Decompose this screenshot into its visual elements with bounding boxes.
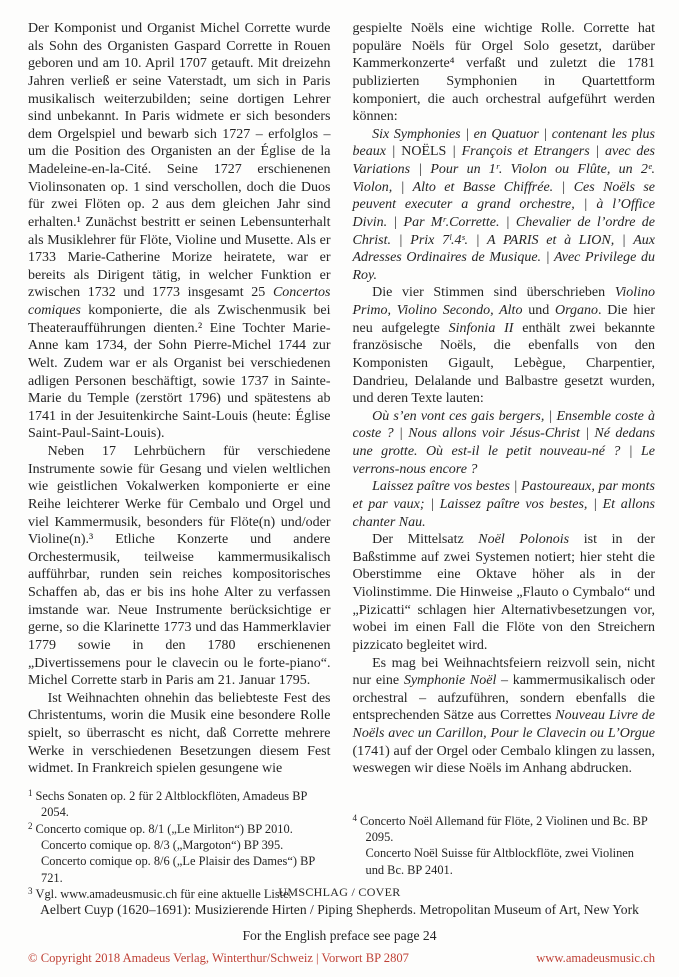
footnote: [353, 813, 656, 879]
left-column-paragraphs: [28, 20, 331, 778]
cover-label: UMSCHLAG / COVER: [278, 885, 401, 899]
paragraph: Der Komponist und Organist Michel Corrette wurde als Sohn des Organisten Gaspard Corrette in Rouen geboren und am 10. April 1707 getauft. Mit dreizehn Jahren verließ er seine Vaterstadt, um sich in Paris musikalisch weiterzubilden; seine dortigen Lehrer sind unbekannt. In Paris widmete er sich besonders dem Orgelspiel und bewarb sich 1727 – erfolglos – um die Position des Organisten an der Église de la Madeleine-en-la-Cité. Seine 1727 erschienenen Violinsonaten op. 1 sind verschollen, doch die Duos für zwei Flöten op. 2 aus dem gleichen Jahr sind erhalten.¹ Zunächst bestritt er seinen Lebensunterhalt als Musiklehrer für Flöte, Violine und Musette. Als er 1733 Marie-Catherine Morize heiratete, war er bereits als Dirigent tätig, in welcher Funktion er zwischen 1732 und 1773 insgesamt 25 Concertos comiques komponierte, die als Zwischenmusik bei Theateraufführungen dienten.² Eine Tochter Marie-Anne kam 1734, der Sohn Pierre-Michel 1744 zur Welt. Zudem war er als Organist bei verschiedenen adligen Personen beschäftigt, sowie 1737 in Sainte-Marie du Temple (zerstört 1796) und spätestens ab 1741 in der Jesuitenkirche Saint-Louis (heute: Église Saint-Paul-Saint-Louis).: [28, 21, 331, 442]
paragraph: Ist Weihnachten ohnehin das beliebteste Fest des Christentums, worin die Musik eine besondere Rolle spielt, so überrascht es nicht, daß Corrette mehrere Werke in verschiedenen Besetzungen diesem Fest widmet. In Frankreich spielen gesungene wie: [28, 690, 331, 777]
left-column: [28, 20, 331, 902]
right-column-paragraphs: [353, 20, 656, 778]
paragraph: Où s’en vont ces gais bergers, | Ensemble coste à coste ? | Nous allons voir Jésus-Christ | Né dedans une grotte. Où est-il le petit nouveau-né ? | Le verrons-nous encore ?: [352, 408, 655, 477]
footnote-line: $^3$ Vgl. www.amadeusmusic.ch für eine aktuelle Liste.: [28, 886, 292, 902]
footnote-line: Concerto comique op. 8/3 („Margoton“) BP 395.: [41, 838, 284, 852]
footnote-number: 2: [28, 820, 33, 831]
footnote: [28, 788, 331, 821]
page-footer: [0, 881, 679, 977]
footnote: [28, 821, 331, 887]
right-footnotes: [353, 803, 656, 879]
footnote-line: $^2$ Concerto comique op. 8/1 („Le Mirliton“) BP 2010.: [28, 820, 293, 836]
english-preface-note: For the English preface see page 24: [242, 928, 437, 943]
paragraph: gespielte Noëls eine wichtige Rolle. Corrette hat populäre Noëls für Orgel Solo gesetzt, darüber Kammerkonzerte⁴ verfaßt und zuletzt die 1781 publizierten Symphonien in Quartettform komponiert, die auch orchestral aufgeführt werden können:: [352, 21, 655, 125]
footnote-line: Concerto Noël Suisse für Altblockflöte, zwei Violinen und Bc. BP 2401.: [365, 846, 634, 877]
publisher-website: www.amadeusmusic.ch: [536, 951, 655, 965]
cover-credit: Aelbert Cuyp (1620–1691): Musizierende Hirten / Piping Shepherds. Metropolitan Museum of Art, New York: [40, 902, 639, 917]
footnote-number: 4: [352, 812, 357, 823]
footnote-line: $^4$ Concerto Noël Allemand für Flöte, 2 Violinen und Bc. BP 2095.: [352, 812, 648, 844]
copyright-text: © Copyright 2018 Amadeus Verlag, Winterthur/Schweiz | Vorwort BP 2807: [28, 951, 409, 965]
footnote-line: $^1$ Sechs Sonaten op. 2 für 2 Altblockflöten, Amadeus BP 2054.: [28, 787, 307, 820]
copyright-row: [28, 951, 655, 966]
footnote-number: 3: [28, 886, 33, 897]
paragraph: Six Symphonies | en Quatuor | contenant les plus beaux | NOËLS | François et Etrangers | avec des Variations | Pour un 1ʳ. Violon ou Flûte, un 2ᵉ. Violon, | Alto et Basse Chiffrée. | Ces Noëls se peuvent executer a grand orchestre, | à l’Office Divin. | Par Mʳ.Corrette. | Chevalier de l’ordre de Christ. | Prix 7ˡ.4ˢ. | A PARIS et à LION, | Aux Adresses Ordinaires de Musique. | Avec Privilege du Roy.: [352, 126, 656, 283]
paragraph: Die vier Stimmen sind überschrieben Violino Primo, Violino Secondo, Alto und Organo. Die hier neu aufgelegte Sinfonia II enthält zwei bekannte französische Noëls, die ebenfalls von den Komponisten Gigault, Lebègue, Charpentier, Dandrieu, Delalande und Balbastre gesetzt wurden, und deren Texte lauten:: [352, 285, 656, 407]
right-column: [353, 20, 656, 878]
paragraph: Es mag bei Weihnachtsfeiern reizvoll sein, nicht nur eine Symphonie Noël – kammermusikalisch oder orchestral – aufzuführen, sondern ebenfalls die entsprechenden Sätze aus Correttes Nouveau Livre de Noëls avec un Carillon, Pour le Clavecin ou L’Orgue (1741) auf der Orgel oder Cembalo klingen zu lassen, weswegen wir diese Noëls im Anhang abdrucken.: [352, 655, 656, 777]
paragraph: Laissez paître vos bestes | Pastoureaux, par monts et par vaux; | Laissez paître vos bestes, | Et allons chanter Nau.: [352, 479, 655, 530]
paragraph: Neben 17 Lehrbüchern für verschiedene Instrumente sowie für Gesang und vielen weltlichen wie geistlichen Vokalwerken komponierte er eine Reihe leichterer Werke für Cembalo und Orgel und viel Kammermusik, besonders für Flöte(n) und/oder Violine(n).³ Etliche Konzerte und andere Orchestermusik, teilweise kammermusikalisch aufführbar, runden sein reiches kompositorisches Schaffen ab, das er bis ins hohe Alter zu verfassen imstande war. Neue Instrumente berücksichtige er gerne, so die Klarinette 1773 und das Hammerklavier 1779 sowie in den 1780 erschienenen „Divertissemens pour le clavecin ou le forte-piano“. Michel Corrette starb in Paris am 21. Januar 1795.: [28, 444, 331, 689]
footnote-line: Concerto comique op. 8/6 („Le Plaisir des Dames“) BP 721.: [41, 854, 315, 885]
paragraph: Der Mittelsatz Noël Polonois ist in der Baßstimme auf zwei Systemen notiert; hier steht die Oberstimme eine Oktave höher als in der Violinstimme. Die Hinweise „Flauto o Cymbalo“ und „Pizicatti“ schlagen hier Alternativbesetzungen vor, wobei im einen Fall die Flöte von den Streichern pizzicato begleitet wird.: [352, 532, 655, 653]
footnote-number: 1: [28, 787, 33, 798]
